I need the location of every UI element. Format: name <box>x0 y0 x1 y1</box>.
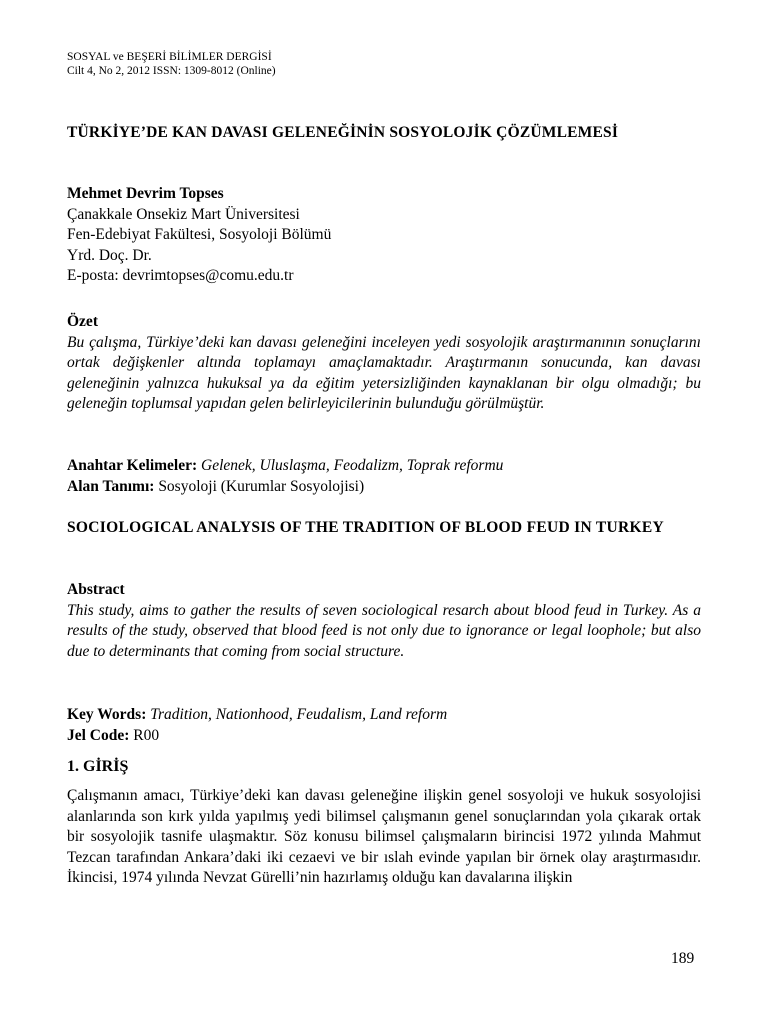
keywords-tr-value: Gelenek, Uluslaşma, Feodalizm, Toprak reformu <box>201 457 504 474</box>
keywords-en-value: Tradition, Nationhood, Feudalism, Land reform <box>150 706 448 723</box>
ozet-text: Bu çalışma, Türkiye’deki kan davası geleneğini inceleyen yedi sosyolojik araştırmanının sonuçlarını ortak değişkenler altında toplamayı amaçlamaktadır. Araştırmanın sonucunda, kan davası geleneğinin yalnızca hukuksal ya da eğitim yetersizliğinden kaynaklanan bir olgu olmadığı; bu geleneğin toplumsal yapıdan gelen belirleyicilerinin bulunduğu görülmüştür. <box>67 333 701 412</box>
keywords-block-tr <box>67 456 701 497</box>
field-tr-label: Alan Tanımı: <box>67 477 155 495</box>
author-email: E-posta: devrimtopses@comu.edu.tr <box>67 267 294 284</box>
keywords-block-en <box>67 705 701 746</box>
journal-issue: Cilt 4, No 2, 2012 ISSN: 1309-8012 (Online) <box>67 65 276 77</box>
jel-line <box>67 726 701 747</box>
jel-value: R00 <box>133 726 160 744</box>
abstract-text: This study, aims to gather the results of seven sociological resarch about blood feud in Turkey. As a results of the study, observed that blood feed is not only due to ignorance or legal loophole; but also due to determinants that coming from social structure. <box>67 601 701 660</box>
abstract-heading: Abstract <box>67 581 125 598</box>
abstract-section <box>67 580 701 662</box>
article-title-tr: TÜRKİYE’DE KAN DAVASI GELENEĞİNİN SOSYOLOJİK ÇÖZÜMLEMESİ <box>67 124 619 141</box>
keywords-tr-label: Anahtar Kelimeler: <box>67 457 198 474</box>
ozet-section <box>67 312 701 415</box>
author-university: Çanakkale Onsekiz Mart Üniversitesi <box>67 205 300 223</box>
author-block <box>67 184 331 287</box>
journal-header <box>67 50 276 78</box>
keywords-tr-line <box>67 456 701 477</box>
ozet-heading: Özet <box>67 313 98 330</box>
jel-label: Jel Code: <box>67 726 130 744</box>
keywords-en-label: Key Words: <box>67 706 147 723</box>
author-faculty: Fen-Edebiyat Fakültesi, Sosyoloji Bölümü <box>67 226 332 243</box>
page-number: 189 <box>671 950 695 967</box>
author-academic-title: Yrd. Doç. Dr. <box>67 246 152 264</box>
journal-name: SOSYAL ve BEŞERİ BİLİMLER DERGİSİ <box>67 51 272 63</box>
author-name: Mehmet Devrim Topses <box>67 185 224 202</box>
giris-text: Çalışmanın amacı, Türkiye’deki kan davası geleneğine ilişkin genel sosyoloji ve hukuk sosyolojisi alanlarında son kırk yılda yapılmış yedi bilimsel çalışmanın genel sonuçlarından yola çıkarak ortak bir sosyolojik tasnife ulaşmaktır. Söz konusu bilimsel çalışmaların birincisi 1972 yılında Mahmut Tezcan tarafından Ankara’daki iki cezaevi ve bir ıslah evinde yapılan bir örnek olay araştırmasıdır. İkincisi, 1974 yılında Nevzat Gürelli’nin hazırlamış olduğu kan davalarına ilişkin <box>67 787 701 886</box>
giris-heading: 1. GİRİŞ <box>67 758 129 775</box>
article-title-en: SOCIOLOGICAL ANALYSIS OF THE TRADITION OF BLOOD FEUD IN TURKEY <box>67 519 664 536</box>
field-tr-value: Sosyoloji (Kurumlar Sosyolojisi) <box>158 477 365 495</box>
keywords-en-line <box>67 705 701 726</box>
field-tr-line <box>67 477 701 498</box>
